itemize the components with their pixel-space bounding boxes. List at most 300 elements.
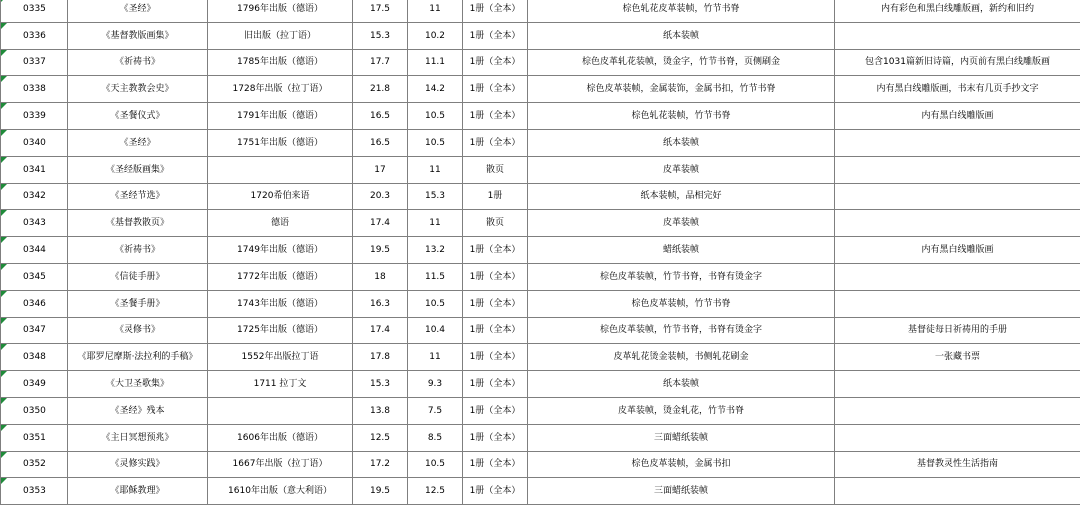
height-cell[interactable]	[353, 397, 408, 424]
width-text: 10.5	[424, 298, 446, 309]
notes-cell[interactable]	[835, 478, 1080, 505]
notes-cell[interactable]	[835, 451, 1080, 478]
cell-comment-marker-icon	[1, 344, 7, 350]
id-text: 0335	[23, 3, 46, 14]
notes-cell[interactable]	[835, 22, 1080, 49]
table-row	[1, 103, 1080, 130]
title-text: 《圣餐仪式》	[110, 111, 165, 122]
id-cell[interactable]	[1, 156, 68, 183]
cell-comment-marker-icon	[1, 237, 7, 243]
width-text: 11	[429, 352, 441, 363]
cell-comment-marker-icon	[1, 371, 7, 377]
id-text: 0344	[23, 245, 46, 256]
width-cell[interactable]	[408, 344, 463, 371]
volumes-text: 1册（全本）	[469, 352, 521, 363]
volumes-text: 1册（全本）	[469, 379, 521, 390]
volumes-text: 1册（全本）	[469, 325, 521, 336]
width-text: 10.4	[424, 325, 446, 336]
id-text: 0341	[23, 164, 46, 175]
width-text: 11	[429, 218, 441, 229]
id-cell[interactable]	[1, 49, 68, 76]
id-cell[interactable]	[1, 344, 68, 371]
notes-text: 一张藏书票	[934, 352, 980, 363]
table-row	[1, 451, 1080, 478]
volumes-text: 1册（全本）	[469, 57, 521, 68]
title-cell[interactable]	[68, 210, 208, 237]
width-text: 10.5	[424, 459, 446, 470]
binding-text: 三面蜡纸装帧	[653, 486, 708, 497]
volumes-text: 1册（全本）	[469, 432, 521, 443]
table-row	[1, 317, 1080, 344]
height-text: 13.8	[369, 405, 391, 416]
volumes-cell[interactable]	[463, 0, 528, 22]
width-cell[interactable]	[408, 103, 463, 130]
width-text: 15.3	[424, 191, 446, 202]
id-text: 0348	[23, 352, 46, 363]
cell-comment-marker-icon	[1, 291, 7, 297]
edition-cell[interactable]	[208, 22, 353, 49]
height-cell[interactable]	[353, 210, 408, 237]
width-text: 12.5	[424, 486, 446, 497]
title-text: 《基督教版画集》	[101, 30, 174, 41]
height-cell[interactable]	[353, 156, 408, 183]
volumes-text: 1册（全本）	[469, 459, 521, 470]
binding-text: 纸本装帧，品相完好	[640, 191, 722, 202]
notes-text: 包含1031篇新旧诗篇，内页前有黑白线雕版画	[865, 57, 1050, 68]
edition-cell[interactable]	[208, 129, 353, 156]
binding-cell[interactable]	[528, 0, 835, 22]
volumes-cell[interactable]	[463, 210, 528, 237]
volumes-text: 1册（全本）	[469, 245, 521, 256]
height-text: 21.8	[369, 84, 391, 95]
volumes-text: 1册（全本）	[469, 30, 521, 41]
table-row	[1, 22, 1080, 49]
width-text: 11.5	[424, 271, 446, 282]
edition-cell[interactable]	[208, 49, 353, 76]
volumes-cell[interactable]	[463, 237, 528, 264]
binding-cell[interactable]	[528, 344, 835, 371]
title-cell[interactable]	[68, 156, 208, 183]
id-cell[interactable]	[1, 371, 68, 398]
width-cell[interactable]	[408, 317, 463, 344]
height-text: 17.8	[369, 352, 391, 363]
volumes-text: 散页	[485, 218, 504, 229]
table-row	[1, 76, 1080, 103]
binding-cell[interactable]	[528, 103, 835, 130]
cell-comment-marker-icon	[1, 398, 7, 404]
notes-cell[interactable]	[835, 317, 1080, 344]
notes-cell[interactable]	[835, 397, 1080, 424]
edition-cell[interactable]	[208, 0, 353, 22]
binding-text: 皮革装帧，烫金轧花，竹节书脊	[617, 405, 744, 416]
binding-cell[interactable]	[528, 156, 835, 183]
edition-text: 1796年出版（德语）	[237, 3, 323, 14]
height-cell[interactable]	[353, 129, 408, 156]
id-cell[interactable]	[1, 22, 68, 49]
binding-text: 棕色皮革轧花装帧，烫金字，竹节书脊，页侧刷金	[581, 57, 780, 68]
width-cell[interactable]	[408, 76, 463, 103]
edition-text: 1791年出版（德语）	[237, 111, 323, 122]
table-row	[1, 397, 1080, 424]
title-cell[interactable]	[68, 76, 208, 103]
binding-text: 棕色皮革装帧，竹节书脊，书脊有烫金字	[599, 271, 762, 282]
cell-comment-marker-icon	[1, 23, 7, 29]
title-cell[interactable]	[68, 397, 208, 424]
volumes-cell[interactable]	[463, 478, 528, 505]
volumes-text: 1册（全本）	[469, 298, 521, 309]
edition-cell[interactable]	[208, 76, 353, 103]
width-cell[interactable]	[408, 129, 463, 156]
width-cell[interactable]	[408, 397, 463, 424]
height-text: 19.5	[369, 486, 391, 497]
width-cell[interactable]	[408, 478, 463, 505]
height-cell[interactable]	[353, 49, 408, 76]
cell-comment-marker-icon	[1, 452, 7, 458]
title-cell[interactable]	[68, 237, 208, 264]
title-cell[interactable]	[68, 0, 208, 22]
volumes-cell[interactable]	[463, 451, 528, 478]
width-text: 10.5	[424, 111, 446, 122]
cell-comment-marker-icon	[1, 318, 7, 324]
volumes-text: 1册（全本）	[469, 84, 521, 95]
notes-cell[interactable]	[835, 49, 1080, 76]
cell-comment-marker-icon	[1, 0, 7, 2]
height-cell[interactable]	[353, 103, 408, 130]
title-cell[interactable]	[68, 371, 208, 398]
volumes-text: 1册（全本）	[469, 486, 521, 497]
edition-cell[interactable]	[208, 237, 353, 264]
edition-text: 1785年出版（德语）	[237, 57, 323, 68]
volumes-cell[interactable]	[463, 317, 528, 344]
cell-comment-marker-icon	[1, 264, 7, 270]
title-text: 《圣经版画集》	[105, 164, 169, 175]
volumes-text: 1册（全本）	[469, 271, 521, 282]
notes-cell[interactable]	[835, 263, 1080, 290]
volumes-text: 1册（全本）	[469, 405, 521, 416]
cell-comment-marker-icon	[1, 157, 7, 163]
cell-comment-marker-icon	[1, 76, 7, 82]
title-text: 《灵修书》	[114, 325, 160, 336]
height-cell[interactable]	[353, 237, 408, 264]
height-text: 15.3	[369, 379, 391, 390]
height-cell[interactable]	[353, 183, 408, 210]
volumes-cell[interactable]	[463, 371, 528, 398]
binding-text: 棕色皮革装帧，竹节书脊	[631, 298, 731, 309]
table-row	[1, 129, 1080, 156]
edition-text: 1772年出版（德语）	[237, 271, 323, 282]
id-cell[interactable]	[1, 317, 68, 344]
notes-cell[interactable]	[835, 103, 1080, 130]
id-cell[interactable]	[1, 103, 68, 130]
binding-text: 皮革装帧	[662, 218, 699, 229]
width-text: 9.3	[427, 379, 443, 390]
id-text: 0349	[23, 379, 46, 390]
edition-text: 1606年出版（德语）	[237, 432, 323, 443]
title-text: 《圣经》	[119, 3, 156, 14]
volumes-text: 1册（全本）	[469, 111, 521, 122]
width-cell[interactable]	[408, 451, 463, 478]
title-cell[interactable]	[68, 344, 208, 371]
volumes-cell[interactable]	[463, 397, 528, 424]
table-row	[1, 49, 1080, 76]
notes-text: 内有黑白线雕版画，书末有几页手抄文字	[876, 84, 1039, 95]
binding-cell[interactable]	[528, 22, 835, 49]
binding-text: 蜡纸装帧	[662, 245, 699, 256]
binding-cell[interactable]	[528, 210, 835, 237]
table-row	[1, 183, 1080, 210]
notes-text: 内有黑白线雕版画	[921, 111, 994, 122]
notes-cell[interactable]	[835, 76, 1080, 103]
edition-text: 1751年出版（德语）	[237, 137, 323, 148]
edition-text: 1711 拉丁文	[253, 379, 307, 390]
edition-text: 1728年出版（拉丁语）	[232, 84, 328, 95]
binding-cell[interactable]	[528, 49, 835, 76]
volumes-cell[interactable]	[463, 344, 528, 371]
title-text: 《灵修实践》	[110, 459, 165, 470]
width-cell[interactable]	[408, 371, 463, 398]
notes-text: 基督教灵性生活指南	[916, 459, 998, 470]
title-cell[interactable]	[68, 129, 208, 156]
id-cell[interactable]	[1, 263, 68, 290]
height-cell[interactable]	[353, 344, 408, 371]
width-text: 8.5	[427, 432, 443, 443]
notes-text: 内有黑白线雕版画	[921, 245, 994, 256]
binding-cell[interactable]	[528, 451, 835, 478]
table-row	[1, 478, 1080, 505]
title-cell[interactable]	[68, 478, 208, 505]
cell-comment-marker-icon	[1, 478, 7, 484]
volumes-cell[interactable]	[463, 183, 528, 210]
edition-cell[interactable]	[208, 263, 353, 290]
id-cell[interactable]	[1, 0, 68, 22]
edition-text: 1667年出版（拉丁语）	[232, 459, 328, 470]
binding-cell[interactable]	[528, 424, 835, 451]
title-text: 《耶稣教理》	[110, 486, 165, 497]
volumes-cell[interactable]	[463, 22, 528, 49]
height-text: 17.2	[369, 459, 391, 470]
id-text: 0336	[23, 30, 46, 41]
width-text: 13.2	[424, 245, 446, 256]
height-text: 17.7	[369, 57, 391, 68]
binding-text: 棕色皮革装帧，竹节书脊，书脊有烫金字	[599, 325, 762, 336]
width-text: 11	[429, 3, 441, 14]
binding-cell[interactable]	[528, 317, 835, 344]
notes-cell[interactable]	[835, 156, 1080, 183]
id-text: 0343	[23, 218, 46, 229]
edition-cell[interactable]	[208, 478, 353, 505]
edition-cell[interactable]	[208, 210, 353, 237]
binding-text: 纸本装帧	[662, 379, 699, 390]
cell-comment-marker-icon	[1, 50, 7, 56]
title-text: 《天主教教会史》	[101, 84, 174, 95]
title-text: 《圣餐手册》	[110, 298, 165, 309]
binding-text: 棕色轧花装帧，竹节书脊	[631, 111, 731, 122]
notes-cell[interactable]	[835, 237, 1080, 264]
title-text: 《圣经节选》	[110, 191, 165, 202]
id-text: 0352	[23, 459, 46, 470]
title-cell[interactable]	[68, 424, 208, 451]
table-row	[1, 424, 1080, 451]
edition-cell[interactable]	[208, 344, 353, 371]
volumes-text: 散页	[485, 164, 504, 175]
notes-cell[interactable]	[835, 183, 1080, 210]
width-cell[interactable]	[408, 210, 463, 237]
title-cell[interactable]	[68, 183, 208, 210]
height-cell[interactable]	[353, 424, 408, 451]
volumes-cell[interactable]	[463, 103, 528, 130]
notes-cell[interactable]	[835, 210, 1080, 237]
binding-text: 纸本装帧	[662, 137, 699, 148]
table-row	[1, 0, 1080, 22]
width-cell[interactable]	[408, 22, 463, 49]
notes-cell[interactable]	[835, 129, 1080, 156]
table-row	[1, 263, 1080, 290]
title-text: 《信徒手册》	[110, 271, 165, 282]
id-cell[interactable]	[1, 237, 68, 264]
title-cell[interactable]	[68, 317, 208, 344]
binding-text: 三面蜡纸装帧	[653, 432, 708, 443]
id-text: 0351	[23, 432, 46, 443]
id-cell[interactable]	[1, 478, 68, 505]
height-cell[interactable]	[353, 290, 408, 317]
width-cell[interactable]	[408, 49, 463, 76]
binding-cell[interactable]	[528, 263, 835, 290]
table-row	[1, 371, 1080, 398]
id-cell[interactable]	[1, 397, 68, 424]
id-text: 0342	[23, 191, 46, 202]
width-cell[interactable]	[408, 183, 463, 210]
binding-cell[interactable]	[528, 183, 835, 210]
edition-cell[interactable]	[208, 397, 353, 424]
binding-cell[interactable]	[528, 129, 835, 156]
height-cell[interactable]	[353, 22, 408, 49]
binding-cell[interactable]	[528, 371, 835, 398]
edition-text: 1749年出版（德语）	[237, 245, 323, 256]
binding-text: 棕色皮革装帧，金属装饰，金属书扣，竹节书脊	[586, 84, 776, 95]
height-cell[interactable]	[353, 478, 408, 505]
id-text: 0340	[23, 137, 46, 148]
notes-cell[interactable]	[835, 371, 1080, 398]
title-cell[interactable]	[68, 263, 208, 290]
height-text: 18	[374, 271, 386, 282]
binding-text: 棕色皮革装帧，金属书扣	[631, 459, 731, 470]
height-cell[interactable]	[353, 0, 408, 22]
height-text: 17	[374, 164, 386, 175]
table-row	[1, 237, 1080, 264]
binding-text: 棕色轧花皮革装帧，竹节书脊	[622, 3, 740, 14]
id-cell[interactable]	[1, 290, 68, 317]
height-cell[interactable]	[353, 451, 408, 478]
id-cell[interactable]	[1, 424, 68, 451]
volumes-cell[interactable]	[463, 49, 528, 76]
id-text: 0338	[23, 84, 46, 95]
height-text: 17.5	[369, 3, 391, 14]
volumes-cell[interactable]	[463, 156, 528, 183]
binding-cell[interactable]	[528, 397, 835, 424]
binding-cell[interactable]	[528, 478, 835, 505]
notes-text: 基督徒每日祈祷用的手册	[907, 325, 1007, 336]
binding-cell[interactable]	[528, 237, 835, 264]
volumes-cell[interactable]	[463, 263, 528, 290]
cell-comment-marker-icon	[1, 103, 7, 109]
title-cell[interactable]	[68, 49, 208, 76]
volumes-cell[interactable]	[463, 290, 528, 317]
height-cell[interactable]	[353, 317, 408, 344]
id-cell[interactable]	[1, 129, 68, 156]
table-row	[1, 290, 1080, 317]
notes-cell[interactable]	[835, 0, 1080, 22]
width-cell[interactable]	[408, 237, 463, 264]
notes-cell[interactable]	[835, 344, 1080, 371]
title-text: 《祈祷书》	[114, 57, 160, 68]
edition-text: 1720希伯来语	[250, 191, 310, 202]
binding-cell[interactable]	[528, 76, 835, 103]
title-cell[interactable]	[68, 451, 208, 478]
height-text: 16.5	[369, 111, 391, 122]
cell-comment-marker-icon	[1, 210, 7, 216]
title-text: 《大卫圣歌集》	[105, 379, 169, 390]
volumes-cell[interactable]	[463, 129, 528, 156]
volumes-text: 1册	[487, 191, 503, 202]
width-text: 10.2	[424, 30, 446, 41]
title-cell[interactable]	[68, 103, 208, 130]
height-cell[interactable]	[353, 371, 408, 398]
width-text: 11.1	[424, 57, 446, 68]
id-cell[interactable]	[1, 451, 68, 478]
id-text: 0347	[23, 325, 46, 336]
height-text: 17.4	[369, 218, 391, 229]
edition-text: 1552年出版拉丁语	[241, 352, 319, 363]
title-cell[interactable]	[68, 290, 208, 317]
width-cell[interactable]	[408, 263, 463, 290]
edition-text: 1743年出版（德语）	[237, 298, 323, 309]
cell-comment-marker-icon	[1, 425, 7, 431]
width-cell[interactable]	[408, 156, 463, 183]
height-text: 12.5	[369, 432, 391, 443]
edition-cell[interactable]	[208, 156, 353, 183]
id-cell[interactable]	[1, 76, 68, 103]
title-text: 《基督教散页》	[105, 218, 169, 229]
table-row	[1, 344, 1080, 371]
edition-cell[interactable]	[208, 290, 353, 317]
edition-cell[interactable]	[208, 451, 353, 478]
edition-cell[interactable]	[208, 183, 353, 210]
title-text: 《主日冥想预兆》	[101, 432, 174, 443]
edition-cell[interactable]	[208, 371, 353, 398]
volumes-cell[interactable]	[463, 76, 528, 103]
height-text: 19.5	[369, 245, 391, 256]
notes-cell[interactable]	[835, 290, 1080, 317]
edition-cell[interactable]	[208, 103, 353, 130]
height-cell[interactable]	[353, 263, 408, 290]
edition-text: 1725年出版（德语）	[237, 325, 323, 336]
binding-cell[interactable]	[528, 290, 835, 317]
edition-cell[interactable]	[208, 317, 353, 344]
width-cell[interactable]	[408, 424, 463, 451]
notes-cell[interactable]	[835, 424, 1080, 451]
width-cell[interactable]	[408, 0, 463, 22]
id-cell[interactable]	[1, 183, 68, 210]
notes-text: 内有彩色和黑白线雕版画，新约和旧约	[880, 3, 1034, 14]
width-cell[interactable]	[408, 290, 463, 317]
volumes-cell[interactable]	[463, 424, 528, 451]
edition-cell[interactable]	[208, 424, 353, 451]
height-cell[interactable]	[353, 76, 408, 103]
title-cell[interactable]	[68, 22, 208, 49]
id-text: 0337	[23, 57, 46, 68]
id-cell[interactable]	[1, 210, 68, 237]
width-text: 11	[429, 164, 441, 175]
